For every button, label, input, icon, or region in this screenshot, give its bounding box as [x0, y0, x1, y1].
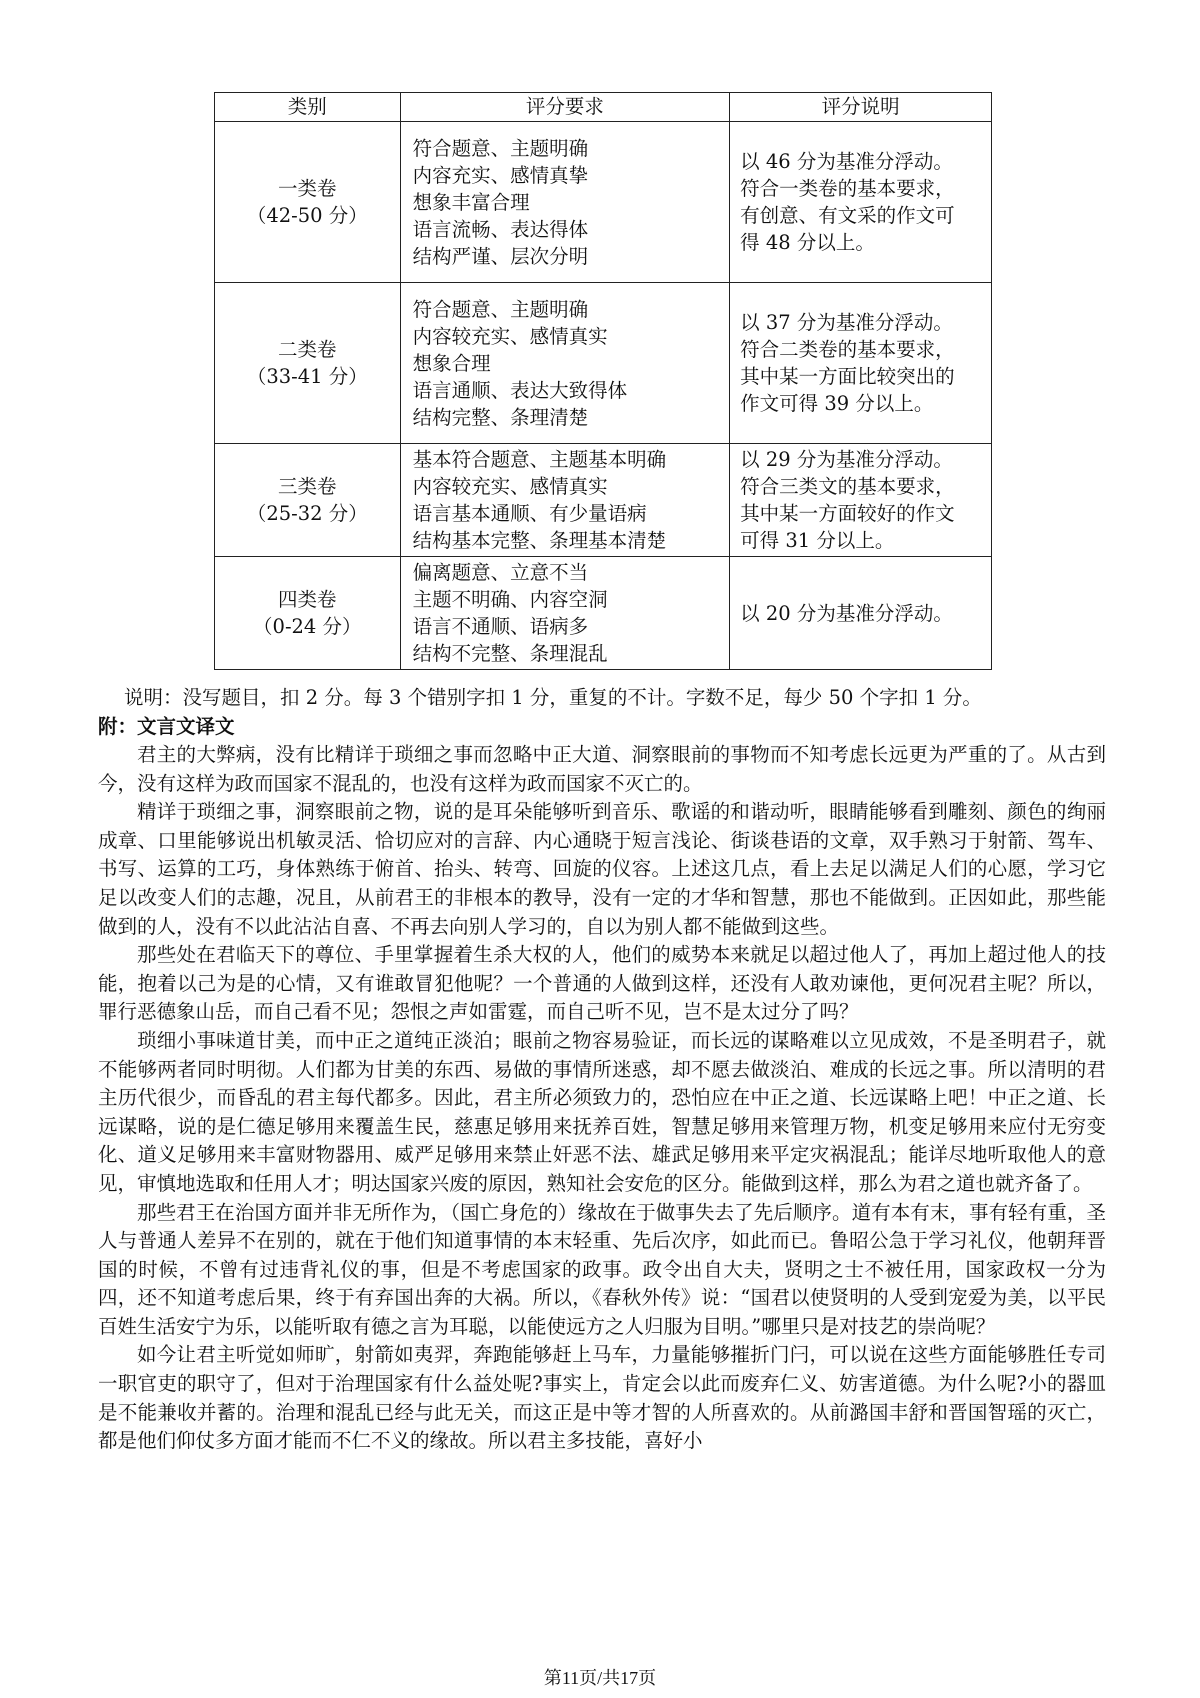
requirement-line: 主题不明确、内容空洞	[412, 588, 608, 611]
scoring-table	[214, 92, 992, 670]
note-line: 作文可得 39 分以上。	[740, 392, 934, 415]
category-cell	[215, 444, 401, 557]
requirement-line: 符合题意、主题明确	[412, 297, 589, 321]
table-row	[215, 122, 992, 283]
table-row	[215, 283, 992, 444]
requirement-line: 语言基本通顺、有少量语病	[412, 502, 647, 525]
score-range: （0-24 分）	[253, 615, 362, 638]
notes-cell	[730, 122, 992, 283]
category-cell	[215, 122, 401, 283]
requirement-line: 符合题意、主题明确	[412, 136, 589, 160]
requirement-line: 想象合理	[412, 351, 491, 375]
paragraph: 琐细小事味道甘美，而中正之道纯正淡泊；眼前之物容易验证，而长远的谋略难以立见成效，不是圣明君子，就不能够两者同时明彻。人们都为甘美的东西、易做的事情所迷惑，却不愿去做淡泊、难成的长远之事。所以清明的君主历代很少，而昏乱的君主每代都多。因此，君主所必须致力的，恐怕应在中正之道、长远谋略上吧！中正之道、长远谋略，说的是仁德足够用来覆盖生民，慈惠足够用来抚养百姓，智慧足够用来管理万物，机变足够用来应付无穷变化、道义足够用来丰富财物器用、威严足够用来禁止奸恶不法、雄武足够用来平定灾祸混乱；能详尽地听取他人的意见，审慎地选取和任用人才；明达国家兴废的原因，熟知社会安危的区分。能做到这样，那么为君之道也就齐备了。	[98, 1028, 1106, 1195]
requirement-line: 基本符合题意、主题基本明确	[412, 448, 667, 471]
requirement-line: 想象丰富合理	[412, 190, 530, 214]
table-row	[215, 557, 992, 670]
table-header-row	[215, 93, 992, 122]
note-line: 以 20 分为基准分浮动。	[740, 601, 953, 625]
requirement-line: 结构完整、条理清楚	[412, 405, 589, 429]
requirement-line: 语言流畅、表达得体	[412, 217, 589, 241]
paragraph: 精详于琐细之事，洞察眼前之物，说的是耳朵能够听到音乐、歌谣的和谐动听，眼睛能够看到雕刻、颜色的绚丽成章、口里能够说出机敏灵活、恰切应对的言辞、内心通晓于短言浅论、街谈巷语的文章，双手熟习于射箭、驾车、书写、运算的工巧，身体熟练于俯首、抬头、转弯、回旋的仪容。上述这几点，看上去足以满足人们的心愿，学习它足以改变人们的志趣，况且，从前君王的非根本的教导，没有一定的才华和智慧，那也不能做到。正因如此，那些能做到的人，没有不以此沾沾自喜、不再去向别人学习的，自以为别人都不能做到这些。	[98, 800, 1106, 938]
note-line: 其中某一方面较好的作文	[740, 502, 955, 525]
requirement-line: 语言不通顺、语病多	[412, 615, 589, 638]
notes-cell	[730, 444, 992, 557]
score-range: （42-50 分）	[246, 204, 368, 227]
requirement-line: 内容较充实、感情真实	[412, 324, 608, 348]
header-notes: 评分说明	[730, 93, 992, 122]
note-line: 有创意、有文采的作文可	[740, 204, 955, 227]
paragraph: 君主的大弊病，没有比精详于琐细之事而忽略中正大道、洞察眼前的事物而不知考虑长远更为严重的了。从古到今，没有这样为政而国家不混乱的，也没有这样为政而国家不灭亡的。	[98, 743, 1106, 795]
note-line: 以 37 分为基准分浮动。	[740, 311, 953, 334]
requirement-line: 结构严谨、层次分明	[412, 244, 589, 268]
requirement-line: 语言通顺、表达大致得体	[412, 378, 628, 402]
requirement-line: 偏离题意、立意不当	[412, 561, 589, 584]
requirements-cell	[400, 283, 730, 444]
note-line: 符合一类卷的基本要求，	[740, 177, 955, 200]
note-line: 可得 31 分以上。	[740, 529, 895, 552]
requirements-cell	[400, 122, 730, 283]
note-line: 符合三类文的基本要求，	[740, 475, 955, 498]
table-note: 说明：没写题目，扣 2 分。每 3 个错别字扣 1 分，重复的不计。字数不足，每少 50 个字扣 1 分。	[124, 686, 982, 709]
note-line: 符合二类卷的基本要求，	[740, 338, 955, 361]
appendix-title: 附：文言文译文	[98, 715, 235, 738]
paragraph: 如今让君主听觉如师旷，射箭如夷羿，奔跑能够赶上马车，力量能够摧折门闩，可以说在这些方面能够胜任专司一职官吏的职守了，但对于治理国家有什么益处呢?事实上，肯定会以此而废弃仁义、妨害道德。为什么呢?小的器皿是不能兼收并蓄的。治理和混乱已经与此无关，而这正是中等才智的人所喜欢的。从前潞国丰舒和晋国智瑶的灭亡，都是他们仰仗多方面才能而不仁不义的缘故。所以君主多技能，喜好小	[98, 1343, 1106, 1453]
score-range: （33-41 分）	[246, 365, 368, 388]
translation-body	[98, 741, 1106, 1456]
category-cell	[215, 557, 401, 670]
table-row	[215, 444, 992, 557]
paragraph: 那些君王在治国方面并非无所作为，（国亡身危的）缘故在于做事失去了先后顺序。道有本有末，事有轻有重，圣人与普通人差异不在别的，就在于他们知道事情的本末轻重、先后次序，如此而已。鲁昭公急于学习礼仪，他朝拜晋国的时候，不曾有过违背礼仪的事，但是不考虑国家的政事。政令出自大夫，贤明之士不被任用，国家政权一分为四，还不知道考虑后果，终于有弃国出奔的大祸。所以，《春秋外传》说：“国君以使贤明的人受到宠爱为美，以平民百姓生活安宁为乐，以能听取有德之言为耳聪，以能使远方之人归服为目明。”哪里只是对技艺的崇尚呢？	[98, 1200, 1106, 1338]
header-category: 类别	[215, 93, 401, 122]
score-range: （25-32 分）	[246, 502, 368, 525]
requirement-line: 结构基本完整、条理基本清楚	[412, 529, 667, 552]
requirements-cell	[400, 557, 730, 670]
requirement-line: 结构不完整、条理混乱	[412, 642, 608, 665]
note-line: 以 46 分为基准分浮动。	[740, 150, 953, 173]
header-requirements: 评分要求	[400, 93, 730, 122]
note-line: 以 29 分为基准分浮动。	[740, 448, 953, 471]
category-name: 一类卷	[278, 177, 337, 200]
category-name: 四类卷	[278, 588, 337, 611]
notes-cell	[730, 283, 992, 444]
category-cell	[215, 283, 401, 444]
requirements-cell	[400, 444, 730, 557]
requirement-line: 内容充实、感情真挚	[412, 163, 589, 187]
requirement-line: 内容较充实、感情真实	[412, 475, 608, 498]
notes-cell	[730, 557, 992, 670]
note-line: 其中某一方面比较突出的	[740, 365, 955, 388]
paragraph: 那些处在君临天下的尊位、手里掌握着生杀大权的人，他们的威势本来就足以超过他人了，再加上超过他人的技能，抱着以己为是的心情，又有谁敢冒犯他呢？一个普通的人做到这样，还没有人敢劝谏他，更何况君主呢？所以，罪行恶德象山岳，而自己看不见；怨恨之声如雷霆，而自己听不见，岂不是太过分了吗？	[98, 943, 1106, 1024]
category-name: 三类卷	[278, 475, 337, 498]
page-number: 第11页/共17页	[543, 1668, 657, 1688]
note-line: 得 48 分以上。	[740, 231, 875, 254]
category-name: 二类卷	[278, 338, 337, 361]
